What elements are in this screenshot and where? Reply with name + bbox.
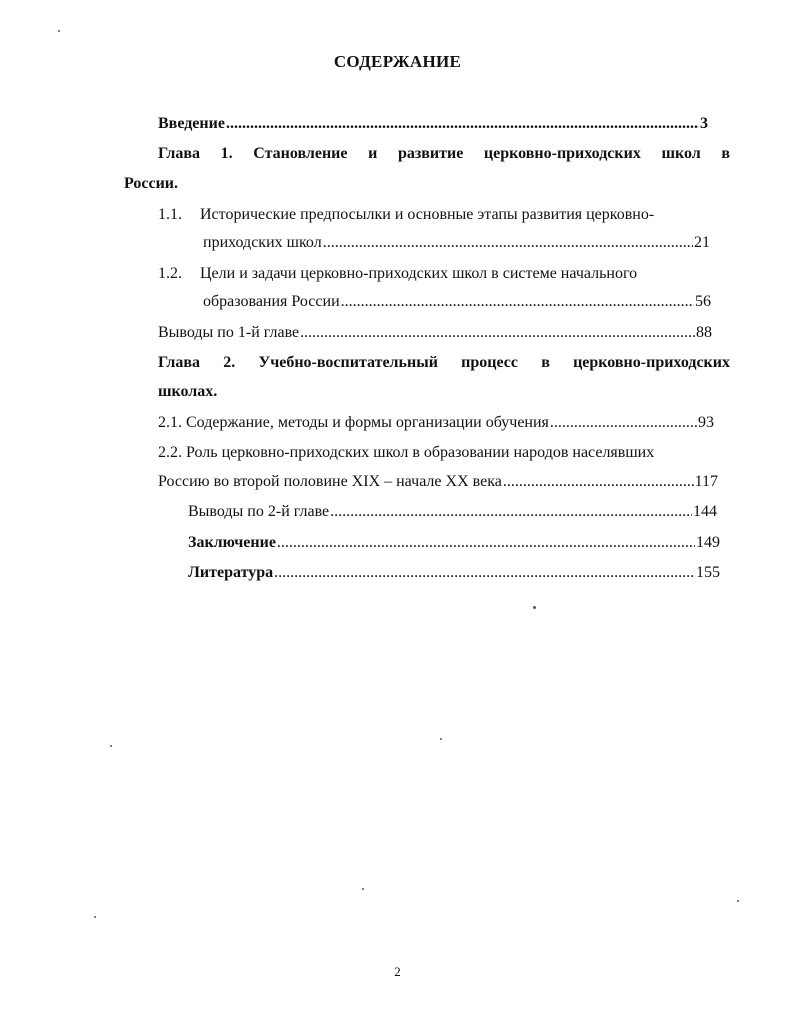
toc-page: 3 xyxy=(700,115,708,132)
page-title: СОДЕРЖАНИЕ xyxy=(333,52,462,71)
toc-section-2-2-line2[interactable] xyxy=(158,472,718,492)
toc-section-1-1-line1[interactable] xyxy=(158,205,654,225)
toc-label: Введение xyxy=(158,115,225,132)
toc-page: 88 xyxy=(696,324,712,341)
toc-label: Цели и задачи церковно-приходских школ в системе начального xyxy=(200,265,638,282)
toc-label: Исторические предпосылки и основные этапы развития церковно- xyxy=(200,206,655,223)
toc-label: Россию во второй половине XIX – начале XX века xyxy=(158,473,502,490)
dot-leader xyxy=(277,533,695,553)
scan-speck xyxy=(737,900,739,902)
toc-entry-conclusions-1[interactable] xyxy=(158,323,712,343)
toc-label: Литература xyxy=(188,564,274,581)
toc-chapter2-line1[interactable]: Глава 2. Учебно-воспитательный процесс в церковно-приходских xyxy=(158,354,730,371)
dot-leader xyxy=(341,292,694,312)
dot-leader xyxy=(330,502,692,522)
toc-entry-literature[interactable] xyxy=(188,563,720,583)
toc-page: 93 xyxy=(698,414,714,431)
toc-page: 117 xyxy=(694,473,718,490)
scan-speck xyxy=(94,916,96,918)
toc-page: 149 xyxy=(696,534,720,551)
dot-leader xyxy=(300,323,695,343)
toc-entry-conclusions-2[interactable] xyxy=(188,502,717,522)
toc-page: 21 xyxy=(694,234,710,251)
dot-leader xyxy=(274,563,695,583)
toc-label: приходских школ xyxy=(203,234,322,251)
scan-speck xyxy=(362,888,364,890)
toc-page: 155 xyxy=(696,564,720,581)
toc-label: образования России xyxy=(203,293,340,310)
dot-leader xyxy=(323,233,693,253)
toc-section-number: 1.1. xyxy=(158,206,182,223)
toc-section-2-2-line1[interactable]: 2.2. Роль церковно-приходских школ в образовании народов населявших xyxy=(158,444,655,461)
scan-speck xyxy=(440,738,442,740)
toc-label: Выводы по 1-й главе xyxy=(158,324,300,341)
toc-section-1-1-line2[interactable] xyxy=(203,233,710,253)
toc-label: 2.1. Содержание, методы и формы организации обучения xyxy=(158,414,549,431)
dot-leader xyxy=(550,413,697,433)
toc-section-1-2-line1[interactable] xyxy=(158,264,637,284)
toc-page: 56 xyxy=(695,293,711,310)
toc-section-2-1[interactable] xyxy=(158,413,714,433)
toc-label: Выводы по 2-й главе xyxy=(188,503,330,520)
dot-leader xyxy=(503,472,694,492)
toc-chapter2-line2[interactable]: школах. xyxy=(158,383,218,400)
scan-speck xyxy=(533,606,536,609)
toc-section-1-2-line2[interactable] xyxy=(203,292,711,312)
toc-chapter1-line2[interactable]: России. xyxy=(124,175,179,192)
toc-chapter1-line1[interactable]: Глава 1. Становление и развитие церковно-приходских школ в xyxy=(158,145,730,162)
dot-leader xyxy=(226,114,699,134)
scan-speck xyxy=(110,745,112,747)
toc-label: Заключение xyxy=(188,534,276,551)
page-number: 2 xyxy=(394,964,401,979)
toc-page: 144 xyxy=(693,503,717,520)
toc-entry-intro[interactable] xyxy=(158,114,708,134)
scan-speck xyxy=(58,30,60,32)
toc-section-number: 1.2. xyxy=(158,265,182,282)
toc-entry-conclusion[interactable] xyxy=(188,533,720,553)
